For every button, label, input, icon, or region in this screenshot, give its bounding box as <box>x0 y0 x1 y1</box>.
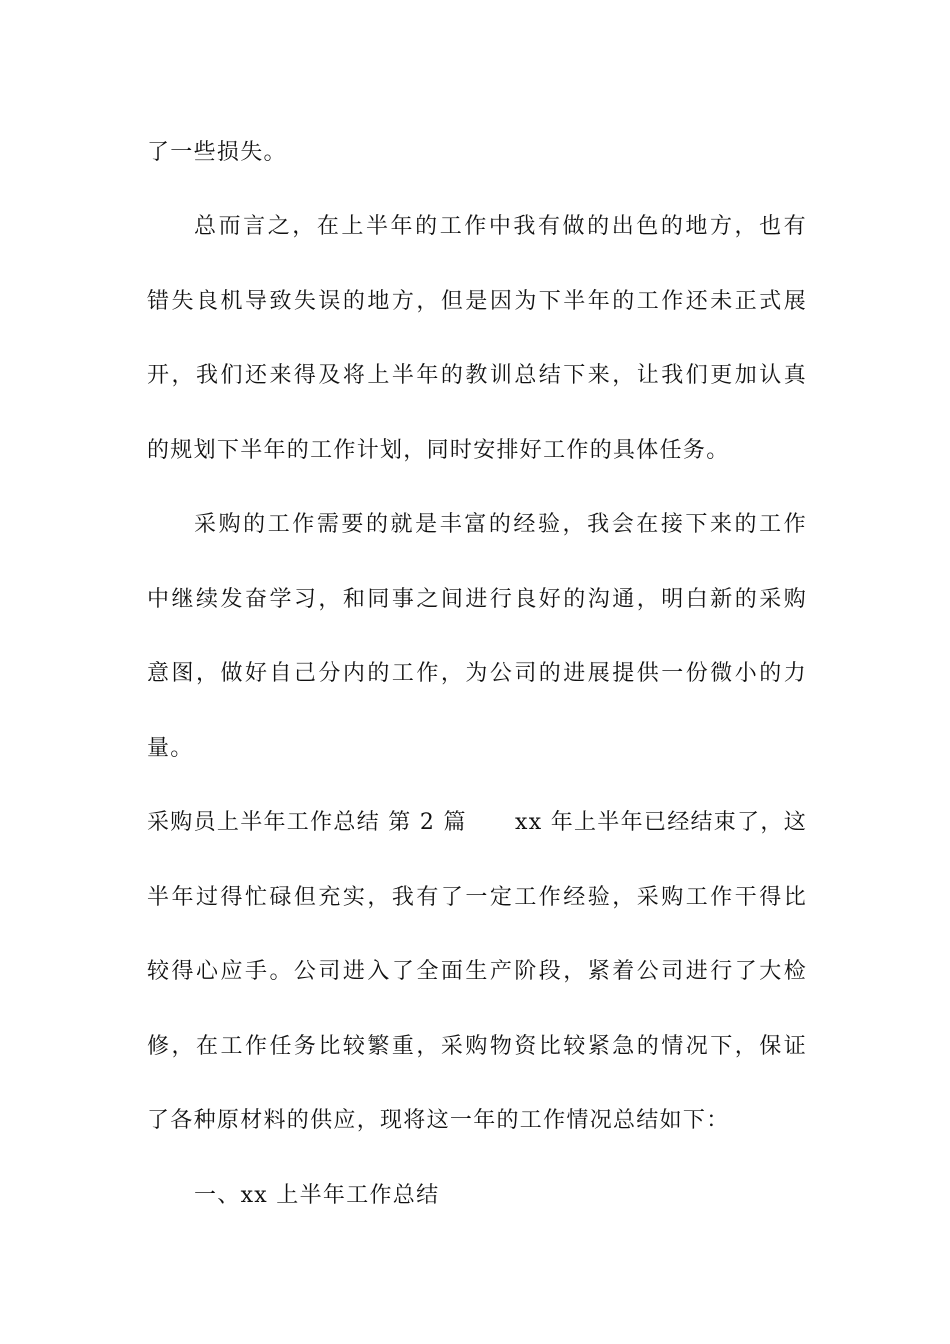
paragraph-line: 采购的工作需要的就是丰富的经验，我会在接下来的工作 <box>194 512 807 537</box>
paragraph-line: 的规划下半年的工作计划，同时安排好工作的具体任务。 <box>147 438 730 463</box>
paragraph-line: 错失良机导致失误的地方，但是因为下半年的工作还未正式展 <box>147 289 807 314</box>
paragraph-line: 中继续发奋学习，和同事之间进行良好的沟通，明白新的采购 <box>147 587 807 612</box>
paragraph-line: 意图，做好自己分内的工作，为公司的进展提供一份微小的力 <box>147 661 807 686</box>
paragraph-line: 了各种原材料的供应，现将这一年的工作情况总结如下： <box>147 1108 730 1133</box>
section-heading-line <box>147 803 807 843</box>
paragraph-line: 较得心应手。公司进入了全面生产阶段，紧着公司进行了大检 <box>147 959 807 984</box>
paragraph-line: 半年过得忙碌但充实，我有了一定工作经验，采购工作干得比 <box>147 885 807 910</box>
section-continuation: xx 年上半年已经结束了，这 <box>514 810 807 835</box>
subsection-heading: 一、xx 上半年工作总结 <box>194 1183 440 1208</box>
paragraph-line: 量。 <box>147 736 194 761</box>
paragraph-line: 了一些损失。 <box>147 140 287 165</box>
paragraph-line: 总而言之，在上半年的工作中我有做的出色的地方，也有 <box>194 214 807 239</box>
paragraph-line: 开，我们还来得及将上半年的教训总结下来，让我们更加认真 <box>147 363 807 388</box>
paragraph-line: 修，在工作任务比较繁重，采购物资比较紧急的情况下，保证 <box>147 1034 807 1059</box>
section-title: 采购员上半年工作总结 第 2 篇 <box>147 810 467 835</box>
